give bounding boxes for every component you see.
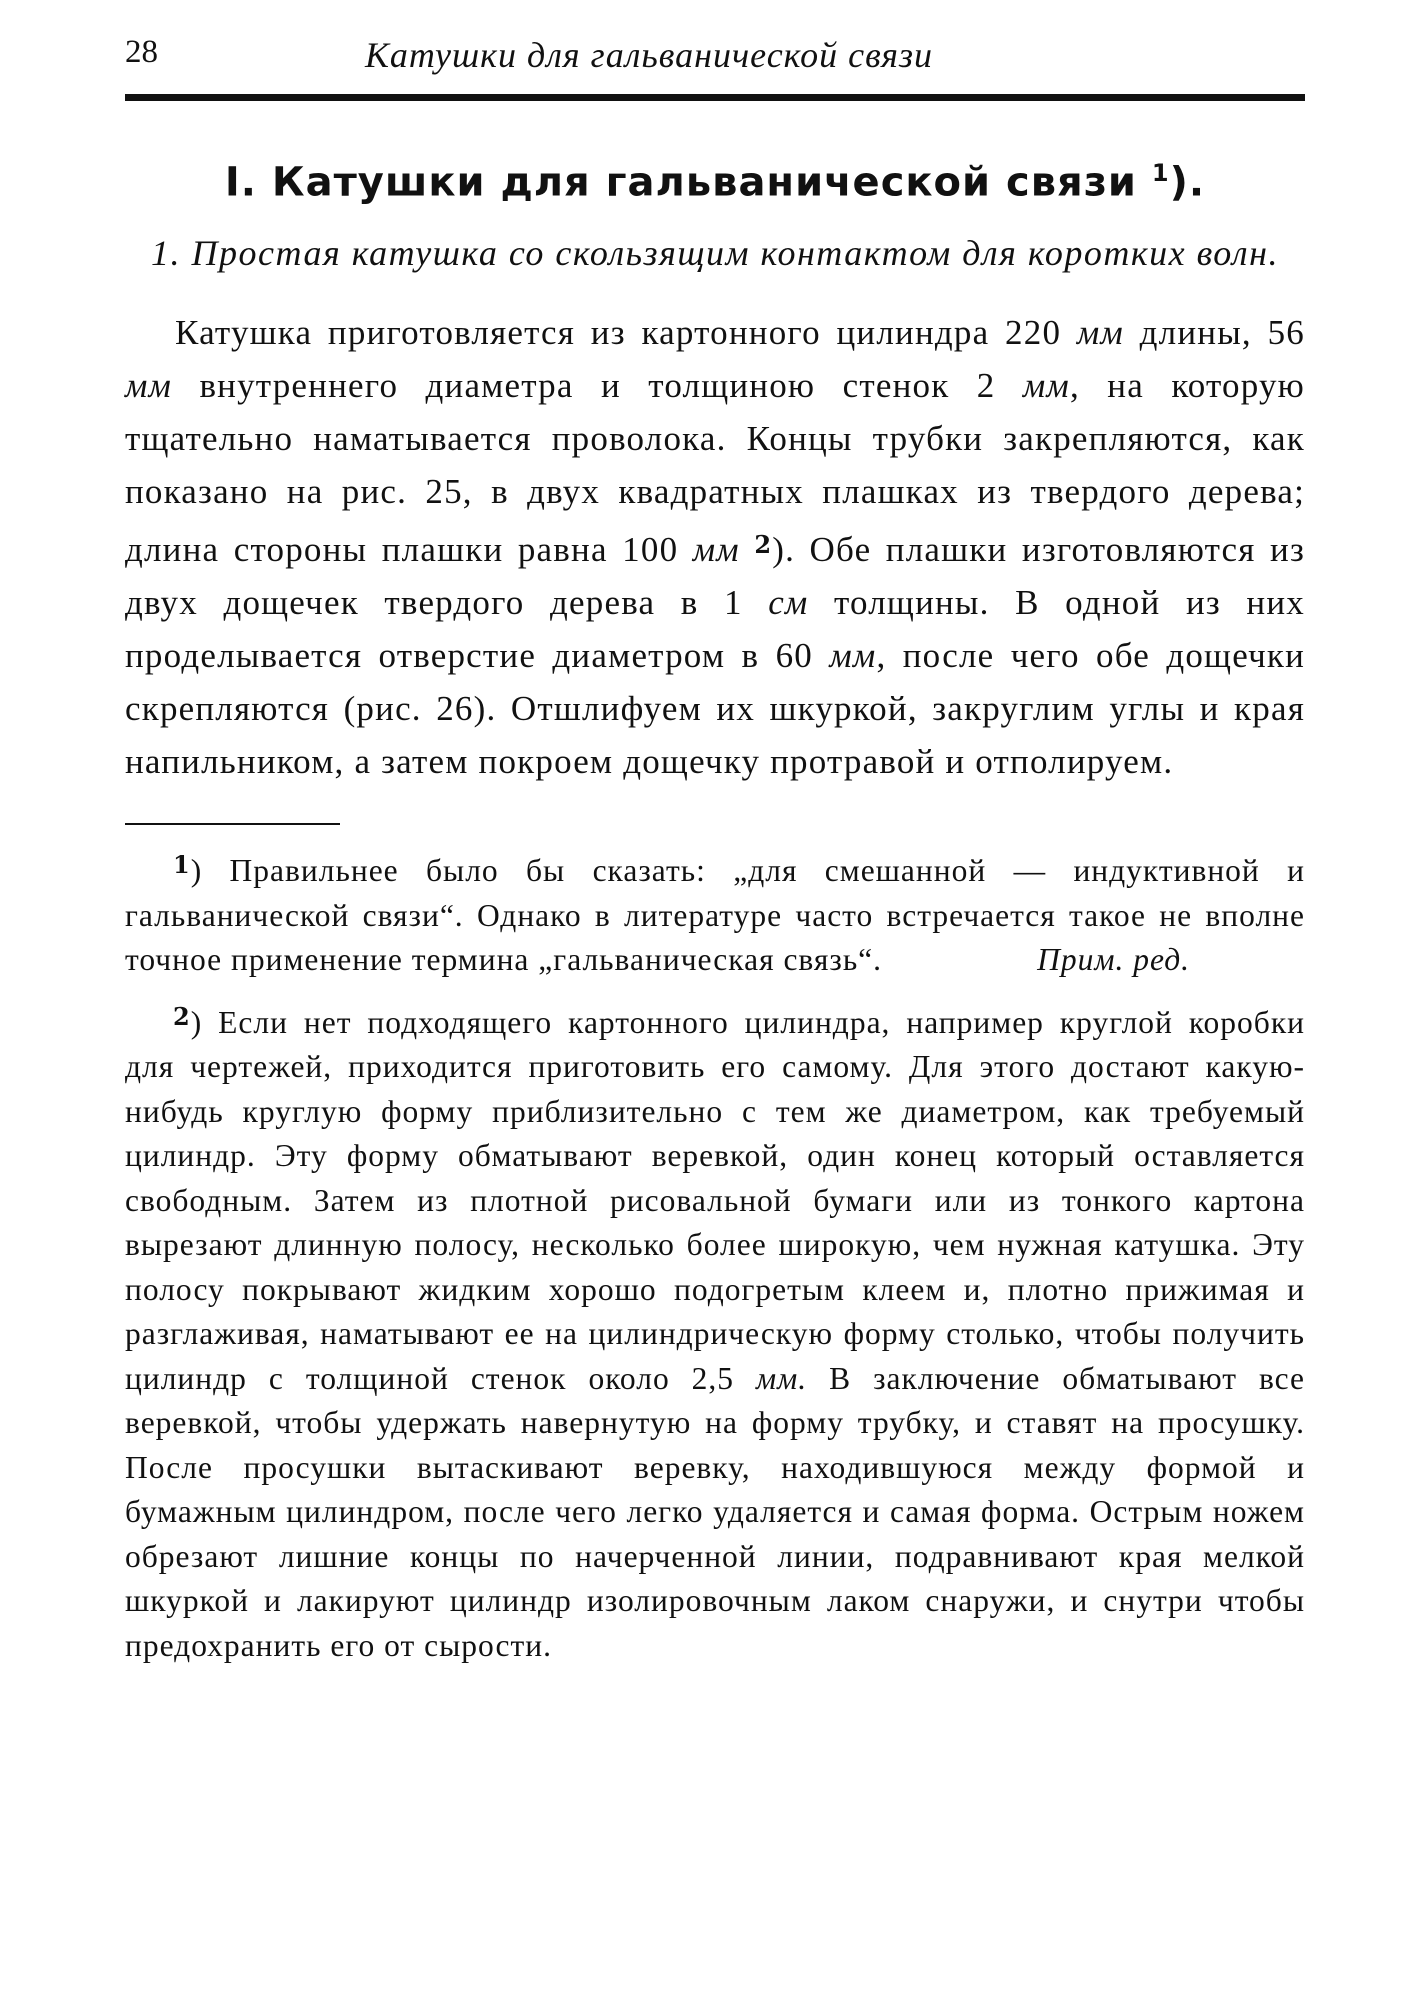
unit-mm: мм. (756, 1360, 808, 1396)
body-text-part: толщины. В одной из них проделывается отверстие диаметром в 60 (125, 583, 1305, 676)
footnote-rule (125, 823, 340, 825)
footnote-1-text: ) Правильнее было бы сказать: „для смешанной — индуктивной и гальванической связи“. Однако в литературе часто встречается такое не вполне точное применение термина „гальваническая связь“. (125, 853, 1305, 978)
footnote-2 (125, 995, 1305, 1669)
body-paragraph (125, 306, 1305, 788)
unit-cm: см (768, 583, 809, 623)
footnote-2-tail: В заключение обматывают все веревкой, чтобы удержать навернутую на форму трубку, и ставят на просушку. После просушки вытаскивают веревку, находившуюся между формой и бумажным цилиндром, после чего легко удаляется и самая форма. Острым ножем обрезают лишние концы по начерченной линии, подравнивают края мелкой шкуркой и лакируют цилиндр изолировочным лаком снаружи, и снутри чтобы предохранить его от сырости. (125, 1360, 1305, 1663)
footnote-2-text: ) Если нет подходящего картонного цилиндра, например круглой коробки для чертежей, приходится приготовить его самому. Для этого достают какую-нибудь круглую форму приблизительно с тем же диаметром, как требуемый цилиндр. Эту форму обматывают веревкой, один конец который оставляется свободным. Затем из плотной рисовальной бумаги или из тонкого картона вырезают длинную полосу, несколько более широкую, чем нужная катушка. Эту полосу покрывают жидким хорошо подогретым клеем и, плотно прижимая и разглаживая, наматывают ее на цилиндрическую форму столько, чтобы получить цилиндр с толщиной стенок около 2,5 (125, 1004, 1305, 1396)
unit-mm: мм (829, 636, 877, 676)
header-rule (125, 94, 1305, 101)
book-page (125, 30, 1305, 1668)
footnote-ref-2: 2 (754, 530, 773, 560)
body-text-part: Катушка приготовляется из картонного цилиндра 220 (175, 313, 1077, 353)
body-text-part: , после чего обе дощечки скрепляются (рис. 26). Отшлифуем их шкуркой, закруглим углы и края напильником, а затем покроем дощечку протравой и отполируем. (125, 636, 1306, 782)
running-title: Катушки для гальванической связи (365, 35, 934, 75)
unit-mm: мм (1076, 313, 1124, 353)
section-title-text: I. Катушки для гальванической связи (224, 159, 1137, 206)
section-title-tail: ). (1169, 159, 1206, 206)
unit-mm: мм (125, 366, 173, 406)
body-text-part: длины, 56 (1123, 313, 1305, 353)
subsection-title: 1. Простая катушка со скользящим контактом для коротких волн. (151, 233, 1279, 274)
unit-mm: мм (692, 530, 740, 570)
section-title (125, 159, 1305, 205)
unit-mm: мм (1022, 366, 1070, 406)
footnote-marker-1: 1 (173, 850, 191, 880)
running-head (125, 30, 1305, 88)
footnote-1 (125, 843, 1305, 983)
page-number: 28 (125, 34, 158, 70)
footnote-marker-2: 2 (173, 1001, 191, 1031)
body-text-part: ). Обе плашки изготовляются из двух дощечек твердого дерева в 1 (125, 530, 1306, 623)
body-text-part: внутреннего диаметра и толщиною стенок 2 (172, 366, 1023, 406)
footnote-ref-1: 1 (1151, 159, 1170, 187)
body-text-part: , на которую тщательно наматывается проволока. Концы трубки закрепляются, как показано на рис. 25, в двух квадратных плашках из твердого дерева; длина стороны плашки равна 100 (125, 366, 1306, 570)
editor-note: Прим. ред. (1037, 942, 1190, 978)
